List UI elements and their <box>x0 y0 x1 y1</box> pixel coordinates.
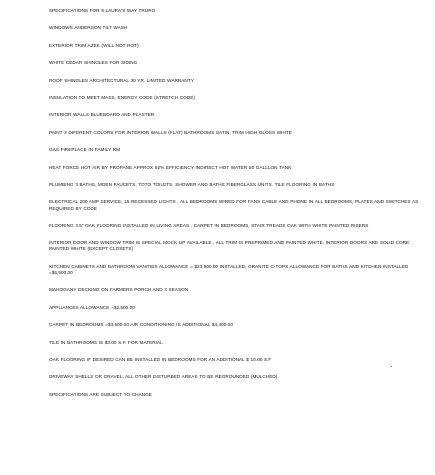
spec-appliances: APPLIANCES ALLOWANCE =$2,500.00 <box>49 304 135 310</box>
document-title: SPECIFICATIONS FOR 9 LAURA'S WAY TRURO <box>49 8 156 13</box>
spec-decking: MAHOGANY DECKING ON FARMERS PORCH AND 3 SEASON <box>49 287 189 293</box>
spec-tile: TILE IN BATHROOMS IS $3.00 S.F. FOR MATERIAL <box>49 339 163 345</box>
spec-heat: HEAT FORCE HOT AIR BY PROPANE APPROX 92% EFFICIENCY INDIRECT HOT WATER 50 GALLLON TANK <box>49 164 292 170</box>
spec-driveway: DRIVEWAY SHELLS OR GRAVEL, ALL OTHER DISTURBED AREAS TO BE REGROUNDED (MULCHED) <box>49 374 278 380</box>
spec-oak-bedrooms: OAK FLOORING IF DESIRED CAN BE INSTALLED IN BEDROOMS FOR AN ADDITIONAL $ 10.00 S.F <box>49 357 272 363</box>
spec-carpet: CARPET IN BEDROOMS =$3,500.00 AIR CONDITIONING IS ADDITIONAL $4,400.00 <box>49 322 233 328</box>
spec-electrical: ELECTRICAL 200 AMP SERVICE, 15 RECESSED LIGHTS , ALL BEDROOMS WIRED FOR FANS CABLE AND PHONE IN ALL BEDROOMS, PLATES AND SWITCHES AS REQUIRED BY CODE <box>49 199 419 211</box>
spec-siding: WHITE CEDAR SHINGLES FOR SIDING <box>49 60 138 66</box>
spec-interior-trim: INTERIOR DOOR AND WINDOW TRIM IS SPECIAL MOCK UP AVAILABLE , ALL TRIM IS PREPRIMED AND PAINTED WHITE, INTERIOR DOORS ARE SOLID CORE PAINTED WHITE (EXCEPT CLOSETS) <box>49 240 410 252</box>
spec-interior-walls: INTERIOR WALLS BLUEBOARD AND PLASTER <box>49 112 155 118</box>
spec-kitchen-cabinets: KITCHEN CABINETS AND BATHROOM VANITIES ALLOWANCE = $23,500.00 INSTALLED, GRANITE C-TOPS ALLOWANCE FOR BATHS AND KITCHEN INSTALLED =$6,500.00 <box>49 263 409 276</box>
spec-disclaimer: SPECIFICATIONS ARE SUBJECT TO CHANGE <box>49 391 152 397</box>
spec-exterior-trim: EXTERIOR TRIM AZEK (WILL NOT ROT) <box>49 42 139 48</box>
spec-flooring: FLOORING 3.5" OAK FLOORING INSTALLED IN LIVING AREAS , CARPET IN BEDROOMS, STAIR TREADS OAK WITH WHITE PAINTED RISERS <box>49 222 369 228</box>
spec-insulation: INSULATION TO MEET MASS. ENERGY CODE (STRETCH CODE) <box>49 94 195 100</box>
spec-plumbing: PLUMBING 3 BATHS, MOEN FAUCETS, TOTO TOILETS, SHOWER AND BATHS FIBERGLASS UNITS. TILE FLOORING IN BATHS <box>49 181 335 187</box>
spec-paint: PAINT 3 DIFERENT COLORS FOR INTERIOR WALLS (FLAT) BATHROOMS SATIN, TRIM HIGH GLOSS WHITE <box>49 129 292 135</box>
spec-fireplace: GAS FIREPLACE IN FAMILY RM <box>49 147 121 153</box>
scan-speck <box>391 366 392 367</box>
spec-roof: ROOF SHINGLES ARCHITECTURAL 30 YR. LIMITED WARRANTY <box>49 77 194 83</box>
spec-windows: WINDOWS ANDERSON TILT WASH <box>49 25 128 31</box>
specification-document <box>49 8 421 398</box>
